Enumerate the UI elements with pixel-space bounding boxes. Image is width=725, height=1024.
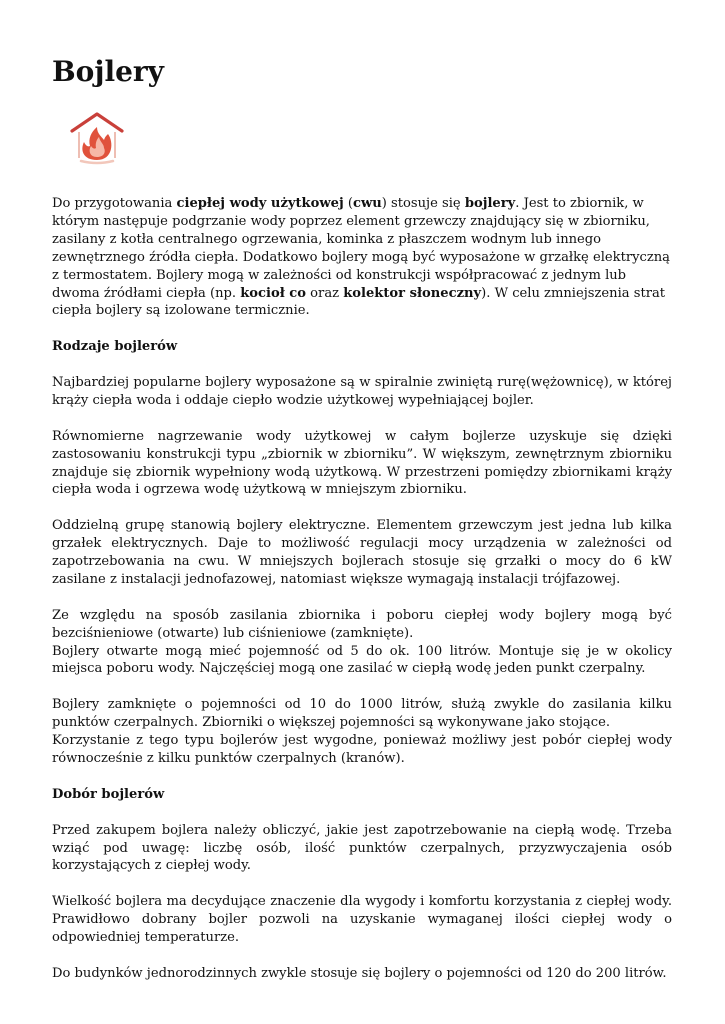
types-paragraph-4a: Ze względu na sposób zasilania zbiornika i poboru ciepłej wody bojlery mogą być bezciśnieniowe (otwarte) lub ciśnieniowe (zamknięte). bbox=[52, 607, 672, 641]
intro-bold-cwu: cwu bbox=[352, 196, 382, 211]
intro-paragraph bbox=[52, 195, 672, 320]
flame-base bbox=[81, 161, 113, 163]
intro-text-6: ). W celu zmniejszenia strat ciepła bojlery są izolowane termicznie. bbox=[52, 285, 666, 319]
intro-bold-bojlery: bojlery bbox=[464, 196, 516, 211]
intro-text-4: . Jest to zbiornik, w którym następuje podgrzanie wody poprzez element grzewczy znajdujący się w zbiorniku, zasilany z kotła centralnego ogrzewania, kominka z płaszczem wodnym lub innego zewnętrznego źródła ciepła. Dodatkowo bojlery mogą być wyposażone w grzałkę elektryczną z termostatem. Bojlery mogą w zależności od konstrukcji współpracować z jednym lub dwoma źródłami ciepła (np. bbox=[52, 196, 670, 301]
intro-text-1: Do przygotowania bbox=[52, 196, 177, 211]
types-paragraph-1: Najbardziej popularne bojlery wyposażone są w spiralnie zwiniętą rurę(wężownicę), w której krąży ciepła woda i oddaje ciepło wodzie użytkowej wypełniającej bojler. bbox=[52, 375, 672, 408]
article-body bbox=[52, 195, 672, 1001]
selection-paragraph-1: Przed zakupem bojlera należy obliczyć, jakie jest zapotrzebowanie na ciepłą wodę. Trzeba wziąć pod uwagę: liczbę osób, ilość punktów czerpalnych, przyzwyczajenia osób korzystających z ciepłej wody. bbox=[52, 822, 672, 874]
intro-bold-kociol: kocioł co bbox=[240, 285, 307, 301]
section-heading-selection: Dobór bojlerów bbox=[52, 786, 165, 802]
section-heading-types: Rodzaje bojlerów bbox=[52, 339, 178, 355]
selection-paragraph-3: Do budynków jednorodzinnych zwykle stosuje się bojlery o pojemności od 120 do 200 litrów. bbox=[52, 965, 667, 981]
types-paragraph-5a: Bojlery zamknięte o pojemności od 10 do 1000 litrów, służą zwykle do zasilania kilku punktów czerpalnych. Zbiorniki o większej pojemności są wykonywane jako stojące. bbox=[52, 697, 672, 731]
types-paragraph-2: Równomierne nagrzewanie wody użytkowej w całym bojlerze uzyskuje się dzięki zastosowaniu konstrukcji typu „zbiornik w zbiorniku”. W większym, zewnętrznym zbiorniku znajduje się zbiornik wypełniony wodą użytkową. W przestrzeni pomiędzy zbiornikami krąży ciepła woda i ogrzewa wodę użytkową w mniejszym zbiorniku. bbox=[52, 428, 672, 498]
types-paragraph-3: Oddzielną grupę stanowią bojlery elektryczne. Elementem grzewczym jest jedna lub kilka grzałek elektrycznych. Daje to możliwość regulacji mocy urządzenia w zależności od zapotrzebowania na cwu. W mniejszych bojlerach stosuje się grzałki o mocy do 6 kW zasilane z instalacji jednofazowej, natomiast większe wymagają instalacji trójfazowej. bbox=[52, 518, 672, 587]
intro-bold-cwu-full: ciepłej wody użytkowej bbox=[176, 196, 344, 211]
page-title: Bojlery bbox=[52, 55, 164, 88]
house-flame-icon bbox=[69, 108, 125, 168]
intro-bold-kolektor: kolektor słoneczny bbox=[343, 285, 482, 301]
intro-text-3: ) stosuje się bbox=[381, 196, 465, 211]
types-paragraph-4b: Bojlery otwarte mogą mieć pojemność od 5 do ok. 100 litrów. Montuje się je w okolicy miejsca poboru wody. Najczęściej mogą one zasilać w ciepłą wodę jeden punkt czerpalny. bbox=[52, 643, 672, 677]
types-paragraph-5 bbox=[52, 696, 672, 768]
intro-text-2: ( bbox=[343, 196, 353, 211]
selection-paragraph-2: Wielkość bojlera ma decydujące znaczenie dla wygody i komfortu korzystania z ciepłej wody. Prawidłowo dobrany bojler pozwoli na uzyskanie wymaganej ilości ciepłej wody o odpowiedniej temperaturze. bbox=[52, 894, 672, 946]
types-paragraph-5b: Korzystanie z tego typu bojlerów jest wygodne, ponieważ możliwy jest pobór ciepłej wody równocześnie z kilku punktów czerpalnych (kranów). bbox=[52, 733, 672, 766]
types-paragraph-4 bbox=[52, 607, 672, 679]
intro-text-5: oraz bbox=[306, 285, 344, 301]
